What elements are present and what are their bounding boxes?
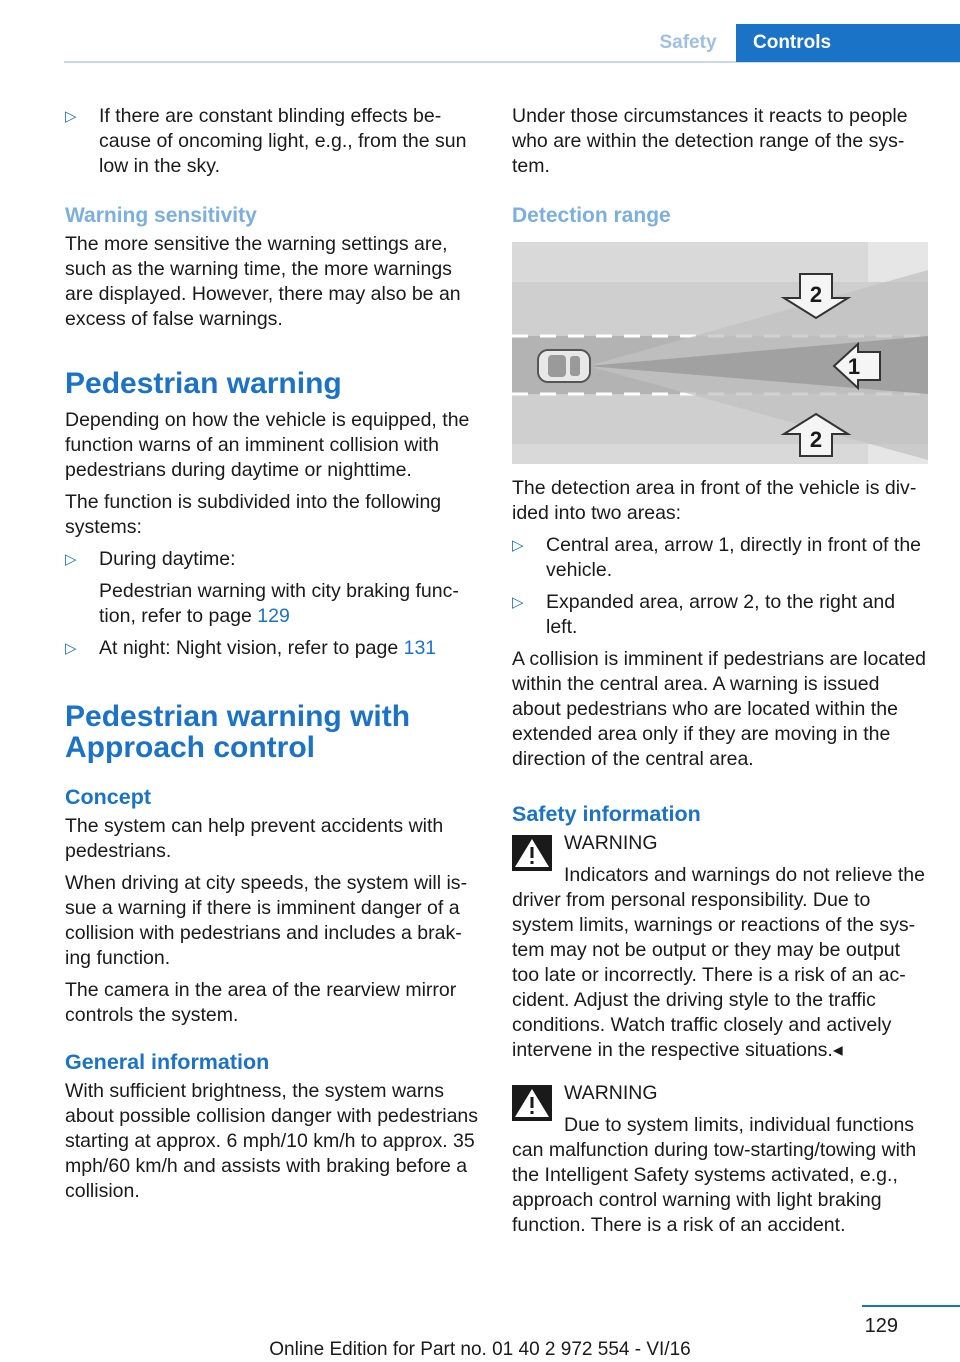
figure-label-bottom: 2 [809, 427, 823, 452]
figure-label-center: 1 [847, 354, 861, 379]
heading-detection-range: Detection range [512, 204, 671, 227]
figure-label-top: 2 [809, 282, 823, 307]
paragraph: Depending on how the vehicle is equipped, the function warns of an imminent collision with pedestrians during daytime or nighttime. [65, 409, 470, 481]
list-item: ▷ Expanded area, arrow 2, to the right and left. [512, 591, 896, 638]
paragraph: The system can help prevent accidents with pedestrians. [65, 815, 444, 862]
page-link-131[interactable]: 131 [403, 637, 437, 659]
bullet-icon: ▷ [512, 537, 524, 554]
heading-warning-sensitivity: Warning sensitivity [65, 204, 257, 227]
tab-safety[interactable]: Safety [659, 32, 717, 53]
heading-safety-information: Safety information [512, 802, 701, 826]
heading-approach-control: Pedestrian warning with Approach control [65, 700, 411, 764]
blinding-list [65, 104, 481, 179]
edition-footer: Online Edition for Part no. 01 40 2 972 554 - VI/16 [269, 1339, 691, 1360]
warning-block-2 [512, 1081, 928, 1238]
warning-block-1 [512, 831, 928, 1063]
car-icon [538, 350, 590, 382]
list-item: ▷ During daytime: Pedestrian warning with city braking function, refer to page 129 [65, 547, 481, 629]
areas-list [512, 533, 928, 640]
paragraph: The detection area in front of the vehicle is divided into two areas: [512, 477, 917, 524]
paragraph: The function is subdivided into the following systems: [65, 491, 442, 538]
heading-concept: Concept [65, 785, 151, 809]
bullet-icon: ▷ [65, 640, 77, 657]
detection-range-figure [512, 242, 928, 464]
bullet-icon: ▷ [65, 551, 77, 568]
warning-text: Indicators and warnings do not relieve the driver from personal responsibility. Due to system limits, warnings or reactions of the system may not be output or they may be output too late or incorrectly. There is a risk of an accident. Adjust the driving style to the traffic conditions. Watch traffic closely and actively intervene in the respective situations.◂ [512, 864, 925, 1061]
right-column [512, 104, 928, 1248]
footer-rule [862, 1305, 960, 1307]
left-column [65, 104, 481, 1211]
paragraph: When driving at city speeds, the system will issue a warning if there is imminent danger of a collision with pedestrians and includes a braking function. [65, 872, 468, 969]
page-number: 129 [864, 1315, 898, 1337]
paragraph: A collision is imminent if pedestrians are located within the central area. A warning is issued about pedestrians who are located within the extended area only if they are moving in the direction of the central area. [512, 648, 927, 770]
list-item: ▷ Central area, arrow 1, directly in front of the vehicle. [512, 534, 922, 581]
paragraph: The camera in the area of the rearview mirror controls the system. [65, 979, 457, 1026]
heading-general-information: General information [65, 1050, 270, 1074]
systems-list [65, 547, 481, 661]
paragraph: The more sensitive the warning settings are, such as the warning time, the more warnings are displayed. However, there may also be an excess of false warnings. [65, 233, 461, 330]
bullet-icon: ▷ [512, 594, 524, 611]
list-item: ▷ At night: Night vision, refer to page 131 [65, 637, 437, 659]
heading-pedestrian-warning: Pedestrian warning [65, 367, 342, 400]
warning-title: WARNING [564, 1082, 658, 1104]
list-item: ▷ If there are constant blinding effects because of oncoming light, e.g., from the sun low in the sky. [65, 105, 467, 177]
bullet-icon: ▷ [65, 108, 77, 125]
paragraph: With sufficient brightness, the system warns about possible collision danger with pedestrians starting at approx. 6 mph/10 km/h to approx. 35 mph/60 km/h and assists with braking before a collision. [65, 1080, 479, 1202]
warning-triangle-icon [512, 1085, 552, 1121]
warning-text: Due to system limits, individual functions can malfunction during tow-starting/towing with the Intelligent Safety systems activated, e.g., approach control warning with light braking function. There is a risk of an accident. [512, 1114, 917, 1236]
paragraph: Under those circumstances it reacts to people who are within the detection range of the system. [512, 105, 908, 177]
warning-triangle-icon [512, 835, 552, 871]
tab-controls[interactable]: Controls [736, 24, 960, 62]
warning-title: WARNING [564, 832, 658, 854]
list-subtext: Pedestrian warning with city braking function, refer to page 129 [99, 580, 459, 627]
page-link-129[interactable]: 129 [257, 605, 290, 627]
